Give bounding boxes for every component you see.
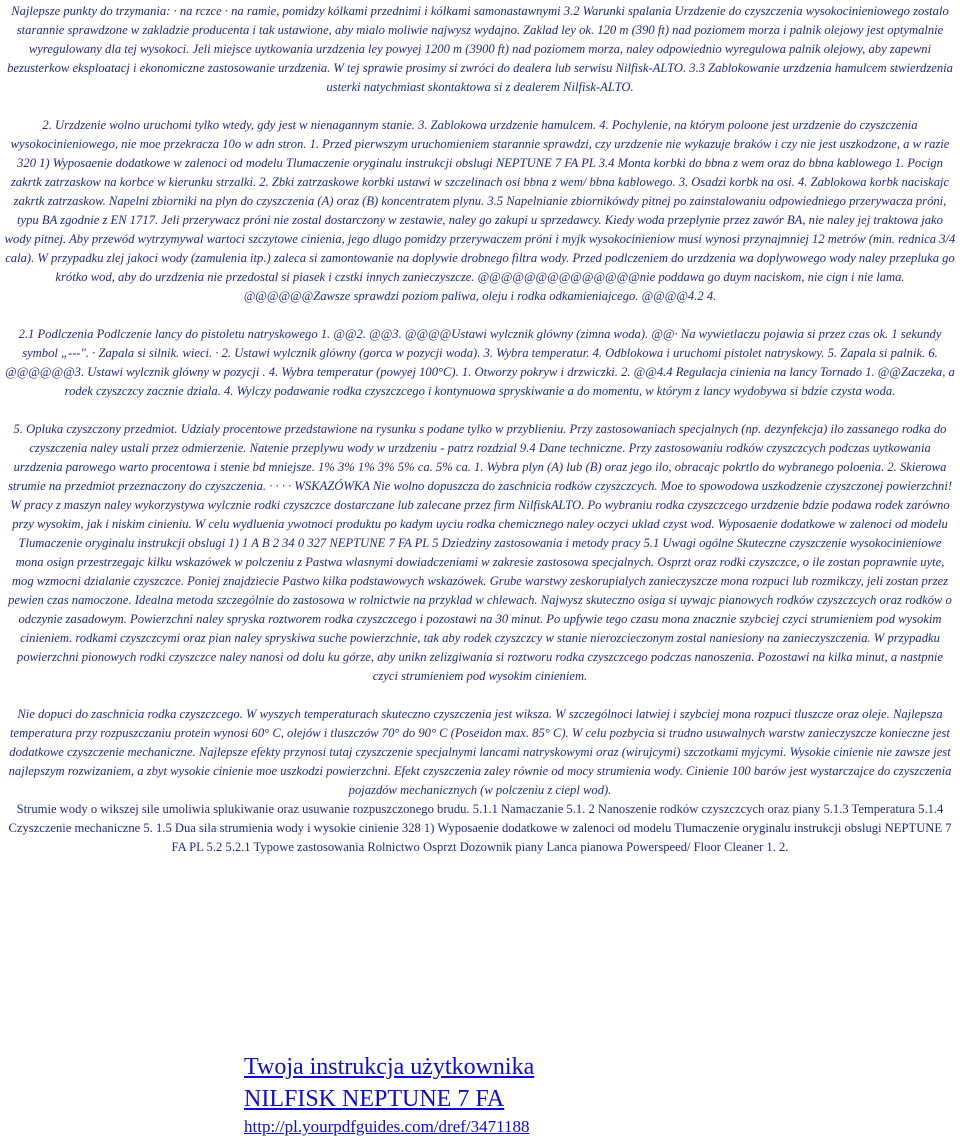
product-name-link[interactable]: NILFISK NEPTUNE 7 FA: [244, 1086, 505, 1112]
paragraph-gap: [4, 401, 956, 420]
document-body: [4, 2, 956, 857]
source-url-link[interactable]: http://pl.yourpdfguides.com/dref/3471188: [244, 1117, 530, 1136]
body-paragraph: 2. Urzdzenie wolno uruchomi tylko wtedy, gdy jest w nienagannym stanie. 3. Zablokowa urzdzenie hamulcem. 4. Pochylenie, na którym poloone jest urzdzenie do czyszczenia wysokocinieniowego, nie moe przekracza 10o w adn stron. 1. Przed pierwszym uruchomieniem starannie sprawdzi, czy urzdzenie nie wykazuje braków i czy nie jest uszkodzone, a w razie 320 1) Wyposaenie dodatkowe w zalenoci od modelu Tlumaczenie oryginalu instrukcji obslugi NEPTUNE 7 FA PL 3.4 Monta korbki do bbna z wem oraz do bbna kablowego 1. Pocign zakrtk zatrzaskow na korbce w kierunku strzalki. 2. Zbki zatrzaskowe korbki ustawi w szczelinach osi bbna z wem/ bbna kablowego. 3. Osadzi korbk na osi. 4. Zablokowa korbk naciskajc zakrtk zatrzaskow. Napelni zbiorniki na plyn do czyszczenia (A) oraz (B) koncentratem plynu. 3.5 Napelnianie zbiornikówdy pitnej po zainstalowaniu odpowiedniego przerywacza próni, typu BA zgodnie z EN 1717. Jeli przerywacz próni nie zostal dostarczony w zestawie, naley go zakupi u sprzedawcy. Kiedy woda przeplynie przez zawór BA, nie naley jej traktowa jako wody pitnej. Aby przewód wytrzymywal wartoci szczytowe cinienia, jego dlugo pomidzy przerywaczem próni i myjk wysokocinieniow musi wynosi przynajmniej 12 metrów (min. rednica 3/4 cala). W przypadku zlej jakoci wody (zamulenia itp.) zaleca si zamontowanie na doplywie drobnego filtra wody. Przed podlczeniem do urzdzenia wa doplywowego wody naley przepluka go krótko wod, aby do urzdzenia nie przedostal si piasek i czstki innych zanieczyszcze. @@@@@@@@@@@@@@nie poddawa go duym naciskom, nie cign i nie lama. @@@@@@Zawsze sprawdzi poziom paliwa, oleju i rodka odkamieniajcego. @@@@4.2 4.: [4, 118, 956, 303]
body-paragraph: Najlepsze punkty do trzymania: · na rczce · na ramie, pomidzy kólkami przednimi i kólkami samonastawnymi 3.2 Warunki spalania Urzdzenie do czyszczenia wysokocinieniowego zostalo starannie sprawdzone w zakladzie producenta i tak ustawione, aby mialo moliwie najwysz wydajno. Zaklad ley ok. 120 m (390 ft) nad poziomem morza i palnik olejowy jest optymalnie wyregulowany dla tej wysokoci. Jeli miejsce uytkowania urzdzenia ley powyej 1200 m (3900 ft) nad poziomem morza, naley odpowiednio wyregulowa palnik olejowy, aby zapewni bezusterkow eksploatacj i ekonomiczne zastosowanie urzdzenia. W tej sprawie prosimy si zwróci do dealera lub serwisu Nilfisk-ALTO. 3.3 Zablokowanie urzdzenia hamulcem stwierdzenia usterki natychmiast skontaktowa si z dealerem Nilfisk-ALTO.: [7, 4, 953, 94]
paragraph-gap: [4, 97, 956, 116]
paragraph-gap: [4, 306, 956, 325]
body-paragraph: 2.1 Podlczenia Podlczenie lancy do pistoletu natryskowego 1. @@2. @@3. @@@@Ustawi wylcznik glówny (zimna woda). @@· Na wywietlaczu pojawia si przez czas ok. 1 sekundy symbol „---". · Zapala si silnik. wieci. · 2. Ustawi wylcznik glówny (gorca w pozycji woda). 3. Wybra temperatur. 4. Odblokowa i uruchomi pistolet natryskowy. 5. Zapala si palnik. 6. @@@@@@3. Ustawi wylcznik glówny w pozycji . 4. Wybra temperatur (powyej 100°C). 1. Otworzy pokryw i drzwiczki. 2. @@4.4 Regulacja cinienia na lancy Tornado 1. @@Zaczeka, a rodek czyszczcy zacznie dziala. 4. Wylczy podawanie rodka czyszczcego i kontynuowa spryskiwanie a do momentu, w którym z lancy wydobywa si bdzie czysta woda.: [5, 327, 955, 398]
footer-links: [244, 1051, 944, 1138]
body-paragraph: Strumie wody o wikszej sile umoliwia splukiwanie oraz usuwanie rozpuszczonego brudu. 5.1.1 Namaczanie 5.1. 2 Nanoszenie rodków czyszczcych oraz piany 5.1.3 Temperatura 5.1.4 Czyszczenie mechaniczne 5. 1.5 Dua sila strumienia wody i wysokie cinienie 328 1) Wyposaenie dodatkowe w zalenoci od modelu Tlumaczenie oryginalu instrukcji obslugi NEPTUNE 7 FA PL 5.2 5.2.1 Typowe zastosowania Rolnictwo Osprzt Dozownik piany Lanca pianowa Powerspeed/ Floor Cleaner 1. 2.: [8, 802, 952, 854]
body-paragraph: Nie dopuci do zaschnicia rodka czyszczcego. W wyszych temperaturach skuteczno czyszczenia jest wiksza. W szczególnoci latwiej i szybciej mona rozpuci tluszcze oraz oleje. Najlepsza temperatura przy rozpuszczaniu protein wynosi 60° C, olejów i tluszczów 70° do 90° C (Poseidon max. 85° C). W celu pozbycia si trudno usuwalnych warstw zanieczyszcze konieczne jest dodatkowe czyszczenie mechaniczne. Najlepsze efekty przynosi tutaj czyszczenie specjalnymi lancami natryskowymi oraz (wirujcymi) szczotkami myjcymi. Wysokie cinienie nie zawsze jest najlepszym rozwizaniem, a zbyt wysokie cinienie moe uszkodzi powierzchni. Efekt czyszczenia zaley równie od mocy strumienia wody. Cinienie 100 barów jest wystarczajce do czyszczenia pojazdów mechanicznych (w polczeniu z ciepl wod).: [8, 707, 952, 797]
manual-title-link[interactable]: Twoja instrukcja użytkownika: [244, 1054, 535, 1080]
body-paragraph: 5. Opluka czyszczony przedmiot. Udzialy procentowe przedstawione na rysunku s podane tylko w przyblieniu. Przy zastosowaniach specjalnych (np. dezynfekcja) ilo zassanego rodka do czyszczenia naley ustali przez odmierzenie. Natenie przeplywu wody w urzdzeniu - patrz rozdzial 9.4 Dane techniczne. Przy zastosowaniu rodków czyszczcych podczas uytkowania urzdzenia parowego warto procentowa i stenie bd mniejsze. 1% 3% 1% 3% 5% ca. 5% ca. 1. Wybra plyn (A) lub (B) oraz jego ilo, obracajc pokrtlo do wybranego poloenia. 2. Skierowa strumie na przedmiot przeznaczony do czyszczenia. · · · · WSKAZÓWKA Nie wolno dopuszcza do zaschnicia rodków czyszczcych. Moe to spowodowa uszkodzenie czyszczonej powierzchni! W pracy z maszyn naley wykorzystywa wylcznie rodki czyszczce dostarczane lub zalecane przez firm NilfiskALTO. Po wybraniu rodka czyszczcego urzdzenie bdzie podawa rodek zarówno przy wysokim, jak i niskim cinieniu. W celu wydluenia ywotnoci produktu po kadym uyciu rodka chemicznego naley oczyci uklad czyst wod. Wyposaenie dodatkowe w zalenoci od modelu Tlumaczenie oryginalu instrukcji obslugi 1) 1 A B 2 34 0 327 NEPTUNE 7 FA PL 5 Dziedziny zastosowania i metody pracy 5.1 Uwagi ogólne Skuteczne czyszczenie wysokocinieniowe mona osign przestrzegajc kilku wskazówek w polczeniu z Pastwa wlasnymi dowiadczeniami w zakresie zastosowa specjalnych. Osprzt oraz rodki czyszczce, o ile zostan poprawnie uyte, mog wzmocni dzialanie czyszczce. Poniej znajdziecie Pastwo kilka podstawowych wskazówek. Grube warstwy zeskorupialych zanieczyszcze mona rozpuci lub rozmikczy, jeli zostan przez pewien czas namoczone. Idealna metoda szczególnie do zastosowa w rolnictwie na przyklad w chlewach. Najwysz skuteczno osiga si uywajc pianowych rodków czyszczcych oraz rodków o odczynie zasadowym. Powierzchni naley spryska roztworem rodka czyszczcego i pozostawi na 30 minut. Po upfywie tego czasu mona znacznie szybciej czyci strumieniem pod wysokim cinieniem. rodkami czyszczcymi oraz pian naley spryskiwa suche powierzchnie, tak aby rodek czyszczcy w stanie nierozcieczonym zostal naniesiony na zanieczyszczenia. W przypadku powierzchni pionowych rodki czyszczce naley nanosi od dolu ku górze, aby unikn zelizgiwania si roztworu rodka czyszczcego podczas nanoszenia. Pozostawi na kilka minut, a nastpnie czyci strumieniem pod wysokim cinieniem.: [7, 422, 953, 683]
paragraph-gap: [4, 686, 956, 705]
